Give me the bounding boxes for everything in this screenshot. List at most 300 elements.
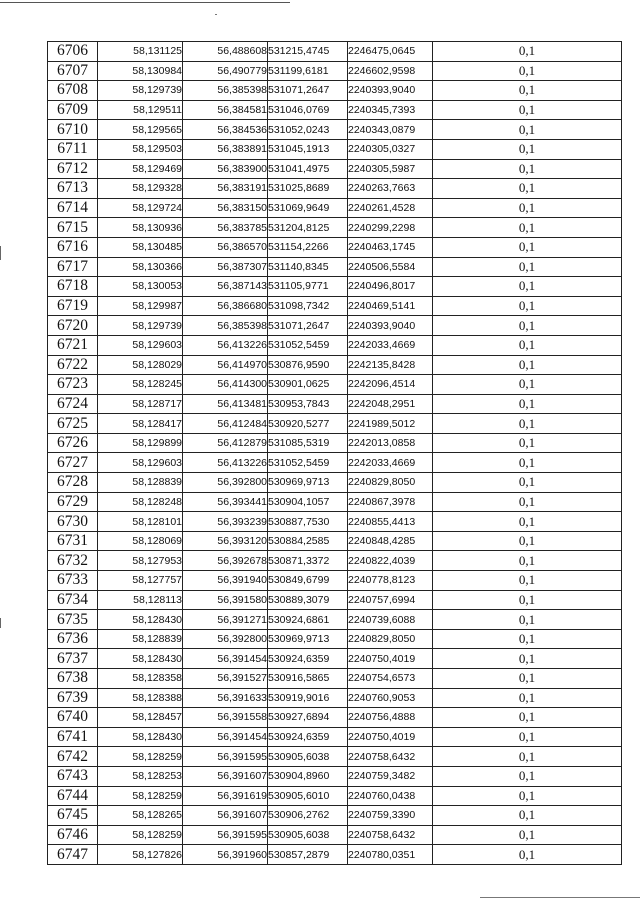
x-coordinate-cell: 530919,9016 <box>268 688 348 708</box>
point-number-cell: 6709 <box>48 100 98 120</box>
table-row <box>48 766 622 786</box>
point-number-cell: 6723 <box>48 375 98 395</box>
latitude-cell: 58,129469 <box>98 159 183 179</box>
point-number-cell: 6734 <box>48 590 98 610</box>
accuracy-cell: 0,1 <box>433 806 622 826</box>
x-coordinate-cell: 531041,4975 <box>268 159 348 179</box>
latitude-cell: 58,128430 <box>98 649 183 669</box>
longitude-cell: 56,413226 <box>183 453 268 473</box>
table-row <box>48 786 622 806</box>
accuracy-cell: 0,1 <box>433 198 622 218</box>
longitude-cell: 56,387143 <box>183 277 268 297</box>
table-row <box>48 277 622 297</box>
accuracy-cell: 0,1 <box>433 590 622 610</box>
table-row <box>48 198 622 218</box>
coordinates-table-body <box>48 42 622 865</box>
x-coordinate-cell: 530904,1057 <box>268 492 348 512</box>
point-number-cell: 6746 <box>48 825 98 845</box>
accuracy-cell: 0,1 <box>433 845 622 865</box>
accuracy-cell: 0,1 <box>433 629 622 649</box>
point-number-cell: 6729 <box>48 492 98 512</box>
y-coordinate-cell: 2240778,8123 <box>348 571 433 591</box>
point-number-cell: 6743 <box>48 766 98 786</box>
accuracy-cell: 0,1 <box>433 296 622 316</box>
latitude-cell: 58,128248 <box>98 492 183 512</box>
latitude-cell: 58,128430 <box>98 610 183 630</box>
point-number-cell: 6714 <box>48 198 98 218</box>
accuracy-cell: 0,1 <box>433 708 622 728</box>
longitude-cell: 56,386680 <box>183 296 268 316</box>
longitude-cell: 56,387307 <box>183 257 268 277</box>
y-coordinate-cell: 2242135,8428 <box>348 355 433 375</box>
accuracy-cell: 0,1 <box>433 218 622 238</box>
accuracy-cell: 0,1 <box>433 394 622 414</box>
y-coordinate-cell: 2240758,6432 <box>348 747 433 767</box>
x-coordinate-cell: 530905,6010 <box>268 786 348 806</box>
y-coordinate-cell: 2240759,3390 <box>348 806 433 826</box>
point-number-cell: 6707 <box>48 61 98 81</box>
x-coordinate-cell: 530924,6359 <box>268 727 348 747</box>
latitude-cell: 58,128253 <box>98 766 183 786</box>
x-coordinate-cell: 531069,9649 <box>268 198 348 218</box>
table-row <box>48 375 622 395</box>
y-coordinate-cell: 2240305,0327 <box>348 139 433 159</box>
x-coordinate-cell: 531154,2266 <box>268 237 348 257</box>
point-number-cell: 6736 <box>48 629 98 649</box>
x-coordinate-cell: 531052,5459 <box>268 453 348 473</box>
y-coordinate-cell: 2240760,9053 <box>348 688 433 708</box>
longitude-cell: 56,391271 <box>183 610 268 630</box>
longitude-cell: 56,391940 <box>183 571 268 591</box>
longitude-cell: 56,391527 <box>183 669 268 689</box>
latitude-cell: 58,128245 <box>98 375 183 395</box>
point-number-cell: 6719 <box>48 296 98 316</box>
longitude-cell: 56,384536 <box>183 120 268 140</box>
coordinates-table <box>47 41 622 865</box>
table-row <box>48 492 622 512</box>
x-coordinate-cell: 530876,9590 <box>268 355 348 375</box>
y-coordinate-cell: 2246602,9598 <box>348 61 433 81</box>
longitude-cell: 56,384581 <box>183 100 268 120</box>
x-coordinate-cell: 530871,3372 <box>268 551 348 571</box>
table-row <box>48 551 622 571</box>
latitude-cell: 58,128113 <box>98 590 183 610</box>
latitude-cell: 58,128839 <box>98 473 183 493</box>
accuracy-cell: 0,1 <box>433 414 622 434</box>
y-coordinate-cell: 2240463,1745 <box>348 237 433 257</box>
point-number-cell: 6733 <box>48 571 98 591</box>
point-number-cell: 6717 <box>48 257 98 277</box>
accuracy-cell: 0,1 <box>433 649 622 669</box>
x-coordinate-cell: 531105,9771 <box>268 277 348 297</box>
point-number-cell: 6735 <box>48 610 98 630</box>
y-coordinate-cell: 2242096,4514 <box>348 375 433 395</box>
latitude-cell: 58,128430 <box>98 727 183 747</box>
table-row <box>48 825 622 845</box>
accuracy-cell: 0,1 <box>433 610 622 630</box>
page-top-rule <box>0 2 290 3</box>
accuracy-cell: 0,1 <box>433 100 622 120</box>
accuracy-cell: 0,1 <box>433 139 622 159</box>
point-number-cell: 6713 <box>48 179 98 199</box>
table-row <box>48 727 622 747</box>
y-coordinate-cell: 2242033,4669 <box>348 453 433 473</box>
longitude-cell: 56,414970 <box>183 355 268 375</box>
table-row <box>48 453 622 473</box>
table-row <box>48 394 622 414</box>
x-coordinate-cell: 531045,1913 <box>268 139 348 159</box>
point-number-cell: 6708 <box>48 81 98 101</box>
longitude-cell: 56,391633 <box>183 688 268 708</box>
y-coordinate-cell: 2240759,3482 <box>348 766 433 786</box>
y-coordinate-cell: 2240506,5584 <box>348 257 433 277</box>
x-coordinate-cell: 530887,7530 <box>268 512 348 532</box>
y-coordinate-cell: 2246475,0645 <box>348 42 433 62</box>
latitude-cell: 58,128259 <box>98 786 183 806</box>
x-coordinate-cell: 530857,2879 <box>268 845 348 865</box>
accuracy-cell: 0,1 <box>433 257 622 277</box>
accuracy-cell: 0,1 <box>433 531 622 551</box>
latitude-cell: 58,129565 <box>98 120 183 140</box>
y-coordinate-cell: 2240739,6088 <box>348 610 433 630</box>
accuracy-cell: 0,1 <box>433 492 622 512</box>
longitude-cell: 56,413226 <box>183 335 268 355</box>
x-coordinate-cell: 531199,6181 <box>268 61 348 81</box>
y-coordinate-cell: 2242048,2951 <box>348 394 433 414</box>
longitude-cell: 56,393120 <box>183 531 268 551</box>
point-number-cell: 6728 <box>48 473 98 493</box>
latitude-cell: 58,128101 <box>98 512 183 532</box>
longitude-cell: 56,392678 <box>183 551 268 571</box>
point-number-cell: 6747 <box>48 845 98 865</box>
latitude-cell: 58,129603 <box>98 453 183 473</box>
table-row <box>48 433 622 453</box>
longitude-cell: 56,383191 <box>183 179 268 199</box>
longitude-cell: 56,391607 <box>183 806 268 826</box>
latitude-cell: 58,130053 <box>98 277 183 297</box>
x-coordinate-cell: 530969,9713 <box>268 629 348 649</box>
point-number-cell: 6716 <box>48 237 98 257</box>
point-number-cell: 6744 <box>48 786 98 806</box>
accuracy-cell: 0,1 <box>433 747 622 767</box>
accuracy-cell: 0,1 <box>433 727 622 747</box>
x-coordinate-cell: 530927,6894 <box>268 708 348 728</box>
latitude-cell: 58,128069 <box>98 531 183 551</box>
table-row <box>48 159 622 179</box>
latitude-cell: 58,128358 <box>98 669 183 689</box>
x-coordinate-cell: 530884,2585 <box>268 531 348 551</box>
longitude-cell: 56,412484 <box>183 414 268 434</box>
point-number-cell: 6730 <box>48 512 98 532</box>
point-number-cell: 6739 <box>48 688 98 708</box>
point-number-cell: 6706 <box>48 42 98 62</box>
table-row <box>48 42 622 62</box>
point-number-cell: 6741 <box>48 727 98 747</box>
table-row <box>48 629 622 649</box>
x-coordinate-cell: 530920,5277 <box>268 414 348 434</box>
table-row <box>48 708 622 728</box>
x-coordinate-cell: 530905,6038 <box>268 747 348 767</box>
accuracy-cell: 0,1 <box>433 375 622 395</box>
longitude-cell: 56,391619 <box>183 786 268 806</box>
y-coordinate-cell: 2240263,7663 <box>348 179 433 199</box>
table-row <box>48 414 622 434</box>
latitude-cell: 58,129724 <box>98 198 183 218</box>
y-coordinate-cell: 2240829,8050 <box>348 629 433 649</box>
y-coordinate-cell: 2240261,4528 <box>348 198 433 218</box>
latitude-cell: 58,130366 <box>98 257 183 277</box>
accuracy-cell: 0,1 <box>433 355 622 375</box>
x-coordinate-cell: 530916,5865 <box>268 669 348 689</box>
y-coordinate-cell: 2240299,2298 <box>348 218 433 238</box>
accuracy-cell: 0,1 <box>433 551 622 571</box>
x-coordinate-cell: 531052,5459 <box>268 335 348 355</box>
y-coordinate-cell: 2240758,6432 <box>348 825 433 845</box>
latitude-cell: 58,128259 <box>98 825 183 845</box>
point-number-cell: 6720 <box>48 316 98 336</box>
table-row <box>48 335 622 355</box>
longitude-cell: 56,393239 <box>183 512 268 532</box>
longitude-cell: 56,414300 <box>183 375 268 395</box>
y-coordinate-cell: 2242013,0858 <box>348 433 433 453</box>
latitude-cell: 58,129603 <box>98 335 183 355</box>
point-number-cell: 6722 <box>48 355 98 375</box>
accuracy-cell: 0,1 <box>433 237 622 257</box>
point-number-cell: 6711 <box>48 139 98 159</box>
y-coordinate-cell: 2240345,7393 <box>348 100 433 120</box>
longitude-cell: 56,385398 <box>183 316 268 336</box>
point-number-cell: 6724 <box>48 394 98 414</box>
longitude-cell: 56,412879 <box>183 433 268 453</box>
accuracy-cell: 0,1 <box>433 42 622 62</box>
accuracy-cell: 0,1 <box>433 159 622 179</box>
y-coordinate-cell: 2240757,6994 <box>348 590 433 610</box>
longitude-cell: 56,391454 <box>183 727 268 747</box>
latitude-cell: 58,127757 <box>98 571 183 591</box>
longitude-cell: 56,391595 <box>183 825 268 845</box>
table-row <box>48 237 622 257</box>
x-coordinate-cell: 531071,2647 <box>268 316 348 336</box>
y-coordinate-cell: 2240496,8017 <box>348 277 433 297</box>
point-number-cell: 6740 <box>48 708 98 728</box>
longitude-cell: 56,391960 <box>183 845 268 865</box>
x-coordinate-cell: 530924,6861 <box>268 610 348 630</box>
accuracy-cell: 0,1 <box>433 277 622 297</box>
longitude-cell: 56,391607 <box>183 766 268 786</box>
y-coordinate-cell: 2240829,8050 <box>348 473 433 493</box>
margin-mark <box>0 246 1 260</box>
latitude-cell: 58,129987 <box>98 296 183 316</box>
point-number-cell: 6742 <box>48 747 98 767</box>
latitude-cell: 58,127953 <box>98 551 183 571</box>
x-coordinate-cell: 531025,8689 <box>268 179 348 199</box>
longitude-cell: 56,386570 <box>183 237 268 257</box>
margin-mark <box>0 618 1 628</box>
accuracy-cell: 0,1 <box>433 571 622 591</box>
latitude-cell: 58,128717 <box>98 394 183 414</box>
x-coordinate-cell: 530905,6038 <box>268 825 348 845</box>
table-row <box>48 179 622 199</box>
longitude-cell: 56,392800 <box>183 473 268 493</box>
latitude-cell: 58,128265 <box>98 806 183 826</box>
accuracy-cell: 0,1 <box>433 179 622 199</box>
longitude-cell: 56,391580 <box>183 590 268 610</box>
longitude-cell: 56,488608 <box>183 42 268 62</box>
latitude-cell: 58,129899 <box>98 433 183 453</box>
table-row <box>48 571 622 591</box>
latitude-cell: 58,128388 <box>98 688 183 708</box>
y-coordinate-cell: 2240393,9040 <box>348 316 433 336</box>
y-coordinate-cell: 2242033,4669 <box>348 335 433 355</box>
y-coordinate-cell: 2240855,4413 <box>348 512 433 532</box>
table-row <box>48 316 622 336</box>
accuracy-cell: 0,1 <box>433 81 622 101</box>
accuracy-cell: 0,1 <box>433 473 622 493</box>
longitude-cell: 56,413481 <box>183 394 268 414</box>
accuracy-cell: 0,1 <box>433 453 622 473</box>
point-number-cell: 6715 <box>48 218 98 238</box>
longitude-cell: 56,392800 <box>183 629 268 649</box>
y-coordinate-cell: 2240754,6573 <box>348 669 433 689</box>
table-row <box>48 669 622 689</box>
table-row <box>48 257 622 277</box>
table-row <box>48 355 622 375</box>
latitude-cell: 58,130485 <box>98 237 183 257</box>
page-bottom-rule <box>480 897 640 898</box>
x-coordinate-cell: 530906,2762 <box>268 806 348 826</box>
table-row <box>48 218 622 238</box>
table-row <box>48 590 622 610</box>
x-coordinate-cell: 530901,0625 <box>268 375 348 395</box>
y-coordinate-cell: 2240760,0438 <box>348 786 433 806</box>
table-row <box>48 649 622 669</box>
latitude-cell: 58,129328 <box>98 179 183 199</box>
latitude-cell: 58,128457 <box>98 708 183 728</box>
accuracy-cell: 0,1 <box>433 61 622 81</box>
latitude-cell: 58,129503 <box>98 139 183 159</box>
latitude-cell: 58,128839 <box>98 629 183 649</box>
table-row <box>48 806 622 826</box>
longitude-cell: 56,383891 <box>183 139 268 159</box>
latitude-cell: 58,127826 <box>98 845 183 865</box>
table-row <box>48 81 622 101</box>
accuracy-cell: 0,1 <box>433 512 622 532</box>
table-row <box>48 531 622 551</box>
x-coordinate-cell: 530969,9713 <box>268 473 348 493</box>
point-number-cell: 6737 <box>48 649 98 669</box>
y-coordinate-cell: 2240750,4019 <box>348 727 433 747</box>
point-number-cell: 6732 <box>48 551 98 571</box>
accuracy-cell: 0,1 <box>433 669 622 689</box>
longitude-cell: 56,391454 <box>183 649 268 669</box>
longitude-cell: 56,383785 <box>183 218 268 238</box>
point-number-cell: 6710 <box>48 120 98 140</box>
table-row <box>48 100 622 120</box>
latitude-cell: 58,128259 <box>98 747 183 767</box>
table-row <box>48 747 622 767</box>
point-number-cell: 6738 <box>48 669 98 689</box>
accuracy-cell: 0,1 <box>433 335 622 355</box>
accuracy-cell: 0,1 <box>433 825 622 845</box>
table-row <box>48 473 622 493</box>
y-coordinate-cell: 2240343,0879 <box>348 120 433 140</box>
x-coordinate-cell: 531052,0243 <box>268 120 348 140</box>
point-number-cell: 6745 <box>48 806 98 826</box>
x-coordinate-cell: 531046,0769 <box>268 100 348 120</box>
x-coordinate-cell: 530953,7843 <box>268 394 348 414</box>
latitude-cell: 58,129511 <box>98 100 183 120</box>
y-coordinate-cell: 2241989,5012 <box>348 414 433 434</box>
accuracy-cell: 0,1 <box>433 766 622 786</box>
latitude-cell: 58,130984 <box>98 61 183 81</box>
longitude-cell: 56,383150 <box>183 198 268 218</box>
accuracy-cell: 0,1 <box>433 433 622 453</box>
y-coordinate-cell: 2240848,4285 <box>348 531 433 551</box>
point-number-cell: 6721 <box>48 335 98 355</box>
y-coordinate-cell: 2240305,5987 <box>348 159 433 179</box>
longitude-cell: 56,383900 <box>183 159 268 179</box>
point-number-cell: 6712 <box>48 159 98 179</box>
table-row <box>48 139 622 159</box>
x-coordinate-cell: 531098,7342 <box>268 296 348 316</box>
x-coordinate-cell: 530924,6359 <box>268 649 348 669</box>
point-number-cell: 6718 <box>48 277 98 297</box>
longitude-cell: 56,391558 <box>183 708 268 728</box>
latitude-cell: 58,128029 <box>98 355 183 375</box>
accuracy-cell: 0,1 <box>433 316 622 336</box>
latitude-cell: 58,131125 <box>98 42 183 62</box>
y-coordinate-cell: 2240756,4888 <box>348 708 433 728</box>
table-row <box>48 61 622 81</box>
x-coordinate-cell: 531204,8125 <box>268 218 348 238</box>
x-coordinate-cell: 531215,4745 <box>268 42 348 62</box>
table-row <box>48 688 622 708</box>
table-row <box>48 845 622 865</box>
x-coordinate-cell: 531071,2647 <box>268 81 348 101</box>
y-coordinate-cell: 2240822,4039 <box>348 551 433 571</box>
y-coordinate-cell: 2240469,5141 <box>348 296 433 316</box>
latitude-cell: 58,129739 <box>98 81 183 101</box>
y-coordinate-cell: 2240393,9040 <box>348 81 433 101</box>
accuracy-cell: 0,1 <box>433 120 622 140</box>
point-number-cell: 6725 <box>48 414 98 434</box>
latitude-cell: 58,129739 <box>98 316 183 336</box>
table-row <box>48 296 622 316</box>
y-coordinate-cell: 2240750,4019 <box>348 649 433 669</box>
point-number-cell: 6727 <box>48 453 98 473</box>
x-coordinate-cell: 531140,8345 <box>268 257 348 277</box>
accuracy-cell: 0,1 <box>433 688 622 708</box>
latitude-cell: 58,128417 <box>98 414 183 434</box>
longitude-cell: 56,391595 <box>183 747 268 767</box>
y-coordinate-cell: 2240867,3978 <box>348 492 433 512</box>
x-coordinate-cell: 530889,3079 <box>268 590 348 610</box>
point-number-cell: 6731 <box>48 531 98 551</box>
scan-artifact <box>215 14 217 15</box>
longitude-cell: 56,490779 <box>183 61 268 81</box>
table-row <box>48 512 622 532</box>
table-row <box>48 610 622 630</box>
longitude-cell: 56,393441 <box>183 492 268 512</box>
y-coordinate-cell: 2240780,0351 <box>348 845 433 865</box>
table-row <box>48 120 622 140</box>
latitude-cell: 58,130936 <box>98 218 183 238</box>
longitude-cell: 56,385398 <box>183 81 268 101</box>
x-coordinate-cell: 530849,6799 <box>268 571 348 591</box>
x-coordinate-cell: 530904,8960 <box>268 766 348 786</box>
point-number-cell: 6726 <box>48 433 98 453</box>
accuracy-cell: 0,1 <box>433 786 622 806</box>
